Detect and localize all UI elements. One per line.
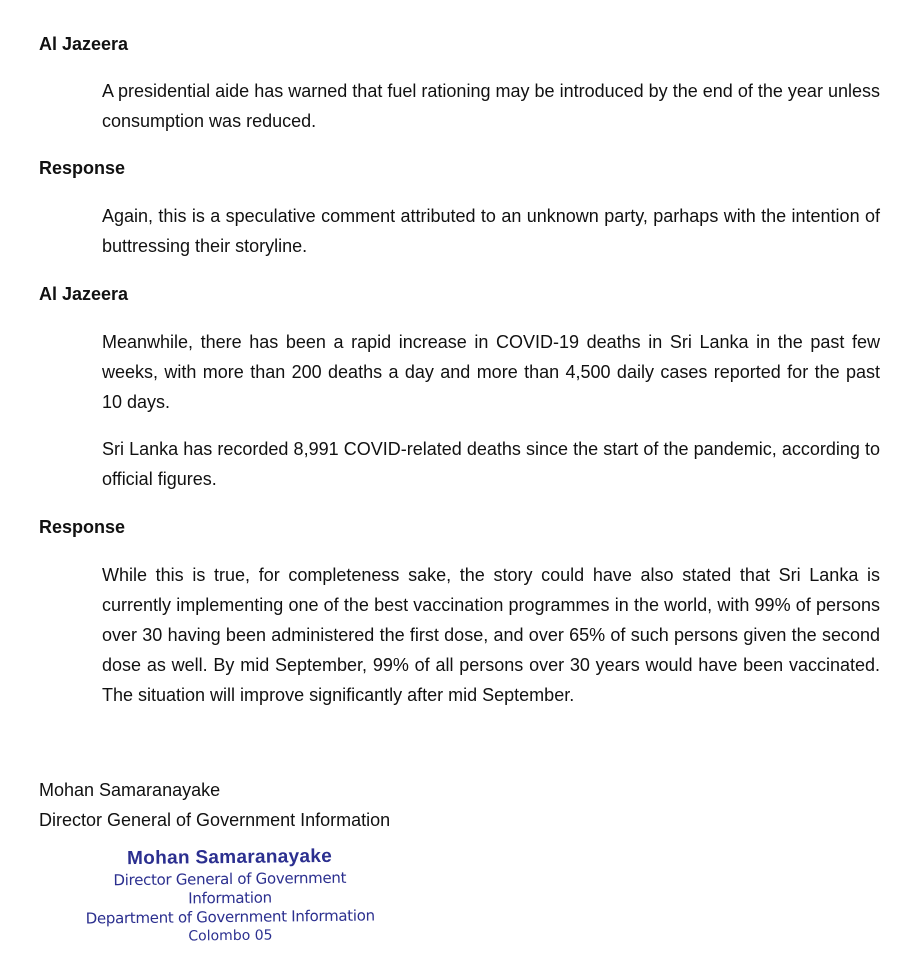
paragraph: While this is true, for completeness sake, the story could have also stated that Sri Lanka is currently implementing one of the best vaccination programmes in the world, with 99% of persons over 30 having been administered the first dose, and over 65% of such persons given the second dose as well. By mid September, 99% of all persons over 30 years would have been vaccinated. The situation will improve significantly after mid September. [102, 565, 880, 705]
stamp-name: Mohan Samaranayake [126, 845, 333, 870]
stamp-title: Director General of Government Information [113, 868, 347, 908]
stamp-department: Department of Government Information [85, 906, 375, 928]
paragraph: A presidential aide has warned that fuel rationing may be introduced by the end of the year unless consumption was reduced. [102, 81, 880, 131]
paragraph: Meanwhile, there has been a rapid increase in COVID-19 deaths in Sri Lanka in the past few weeks, with more than 200 deaths a day and more than 4,500 daily cases reported for the past 10 days. [102, 332, 880, 412]
paragraph: Again, this is a speculative comment attributed to an unknown party, parhaps with the intention of buttressing their storyline. [102, 206, 880, 256]
stamp-location: Colombo 05 [188, 927, 273, 945]
section-heading: Response [39, 158, 126, 178]
section-heading: Al Jazeera [39, 34, 129, 54]
section-heading: Response [39, 517, 126, 537]
paragraph: Sri Lanka has recorded 8,991 COVID-related deaths since the start of the pandemic, according to official figures. [102, 439, 880, 489]
signatory-title: Director General of Government Information [39, 810, 391, 830]
official-stamp [69, 844, 390, 947]
signatory-name: Mohan Samaranayake [39, 780, 221, 800]
section-heading: Al Jazeera [39, 284, 129, 304]
